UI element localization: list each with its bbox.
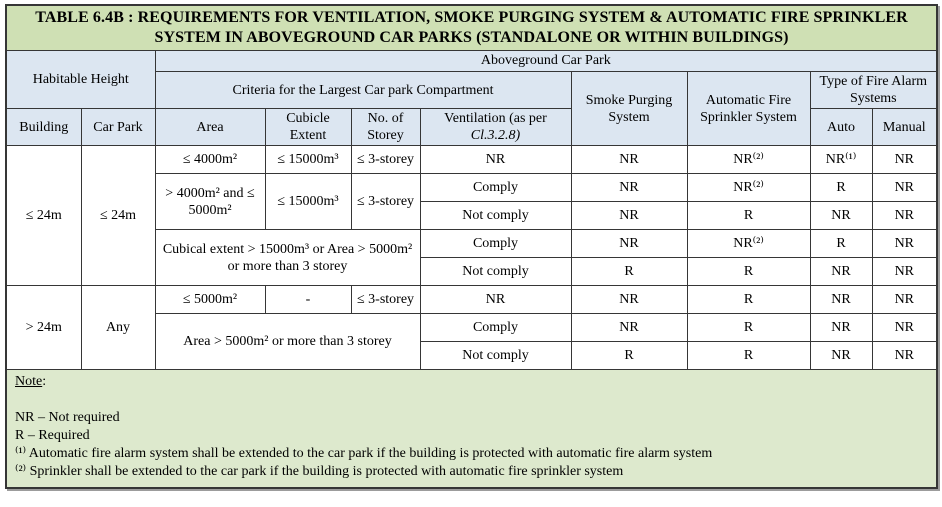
cell-alarm-manual: NR: [872, 202, 937, 230]
note-line: ⁽¹⁾ Automatic fire alarm system shall be extended to the car park if the building is protected with automatic fire alarm system: [15, 446, 713, 462]
cell-ventilation: NR: [420, 286, 571, 314]
note-heading: [15, 373, 928, 390]
table-row: [6, 286, 937, 314]
cell-smoke-purging: NR: [571, 174, 687, 202]
cell-building-height-le24: ≤ 24m: [6, 146, 81, 286]
cell-building-height-gt24: > 24m: [6, 286, 81, 370]
cell-storey: ≤ 3-storey: [351, 286, 420, 314]
cell-storey: ≤ 3-storey: [351, 174, 420, 230]
table-row: [6, 146, 937, 174]
cell-carpark-height-le24: ≤ 24m: [81, 146, 155, 286]
cell-alarm-manual: NR: [872, 342, 937, 370]
cell-alarm-manual: NR: [872, 286, 937, 314]
header-automatic-fire-sprinkler-system: Automatic Fire Sprinkler System: [687, 72, 810, 146]
note-line: NR – Not required: [15, 410, 120, 426]
ventilation-clause-ref: Cl.3.2.8: [470, 128, 516, 144]
cell-area: ≤ 4000m²: [155, 146, 265, 174]
cell-area: > 4000m² and ≤ 5000m²: [155, 174, 265, 230]
header-manual: Manual: [872, 109, 937, 146]
cell-criteria-cubical-extent: Cubical extent > 15000m³ or Area > 5000m² or more than 3 storey: [155, 230, 420, 286]
header-aboveground-car-park: Aboveground Car Park: [155, 51, 937, 72]
cell-sprinkler: R: [687, 314, 810, 342]
cell-ventilation: Comply: [420, 174, 571, 202]
cell-sprinkler: NR⁽²⁾: [687, 146, 810, 174]
cell-ventilation: Not comply: [420, 202, 571, 230]
note-spacer: [15, 390, 928, 409]
note-block: [6, 370, 937, 488]
regulation-table-container: [5, 4, 938, 489]
header-type-of-fire-alarm-systems: Type of Fire Alarm Systems: [810, 72, 937, 109]
note-line: R – Required: [15, 428, 90, 444]
cell-smoke-purging: NR: [571, 286, 687, 314]
cell-sprinkler: R: [687, 258, 810, 286]
cell-cubicle-extent: ≤ 15000m³: [265, 174, 351, 230]
cell-carpark-height-any: Any: [81, 286, 155, 370]
cell-alarm-auto: R: [810, 230, 872, 258]
table-6-4b: [5, 4, 938, 489]
cell-cubicle-extent: ≤ 15000m³: [265, 146, 351, 174]
cell-ventilation: Not comply: [420, 258, 571, 286]
cell-cubicle-extent: -: [265, 286, 351, 314]
cell-alarm-auto: NR: [810, 342, 872, 370]
header-auto: Auto: [810, 109, 872, 146]
ventilation-label-suffix: ): [515, 128, 521, 144]
cell-alarm-auto: NR: [810, 258, 872, 286]
cell-smoke-purging: NR: [571, 202, 687, 230]
header-no-of-storey: No. of Storey: [351, 109, 420, 146]
header-smoke-purging-system: Smoke Purging System: [571, 72, 687, 146]
cell-alarm-manual: NR: [872, 230, 937, 258]
cell-criteria-area-gt5000: Area > 5000m² or more than 3 storey: [155, 314, 420, 370]
ventilation-label-prefix: Ventilation (as per: [444, 111, 547, 127]
cell-ventilation: Not comply: [420, 342, 571, 370]
cell-ventilation: Comply: [420, 314, 571, 342]
note-colon: :: [42, 374, 47, 390]
cell-area: ≤ 5000m²: [155, 286, 265, 314]
cell-alarm-manual: NR: [872, 314, 937, 342]
cell-alarm-manual: NR: [872, 146, 937, 174]
header-car-park: Car Park: [81, 109, 155, 146]
cell-sprinkler: R: [687, 202, 810, 230]
cell-alarm-auto: R: [810, 174, 872, 202]
cell-alarm-manual: NR: [872, 258, 937, 286]
cell-sprinkler: R: [687, 342, 810, 370]
cell-sprinkler: NR⁽²⁾: [687, 230, 810, 258]
cell-alarm-auto: NR: [810, 286, 872, 314]
note-line: ⁽²⁾ Sprinkler shall be extended to the car park if the building is protected with automatic fire sprinkler system: [15, 464, 624, 480]
cell-alarm-auto: NR⁽¹⁾: [810, 146, 872, 174]
note-label: Note: [15, 374, 43, 390]
header-criteria-largest-compartment: Criteria for the Largest Car park Compartment: [155, 72, 571, 109]
cell-alarm-manual: NR: [872, 174, 937, 202]
cell-sprinkler: R: [687, 286, 810, 314]
cell-alarm-auto: NR: [810, 314, 872, 342]
cell-smoke-purging: R: [571, 342, 687, 370]
cell-alarm-auto: NR: [810, 202, 872, 230]
cell-ventilation: NR: [420, 146, 571, 174]
header-ventilation: [420, 109, 571, 146]
cell-storey: ≤ 3-storey: [351, 146, 420, 174]
cell-smoke-purging: NR: [571, 230, 687, 258]
cell-ventilation: Comply: [420, 230, 571, 258]
cell-smoke-purging: R: [571, 258, 687, 286]
cell-smoke-purging: NR: [571, 146, 687, 174]
table-title: TABLE 6.4B : REQUIREMENTS FOR VENTILATION, SMOKE PURGING SYSTEM & AUTOMATIC FIRE SPRINKLER SYSTEM IN ABOVEGROUND CAR PARKS (STANDALONE OR WITHIN BUILDINGS): [6, 5, 937, 51]
cell-sprinkler: NR⁽²⁾: [687, 174, 810, 202]
header-area: Area: [155, 109, 265, 146]
header-habitable-height: Habitable Height: [6, 51, 155, 109]
cell-smoke-purging: NR: [571, 314, 687, 342]
header-building: Building: [6, 109, 81, 146]
header-cubicle-extent: Cubicle Extent: [265, 109, 351, 146]
